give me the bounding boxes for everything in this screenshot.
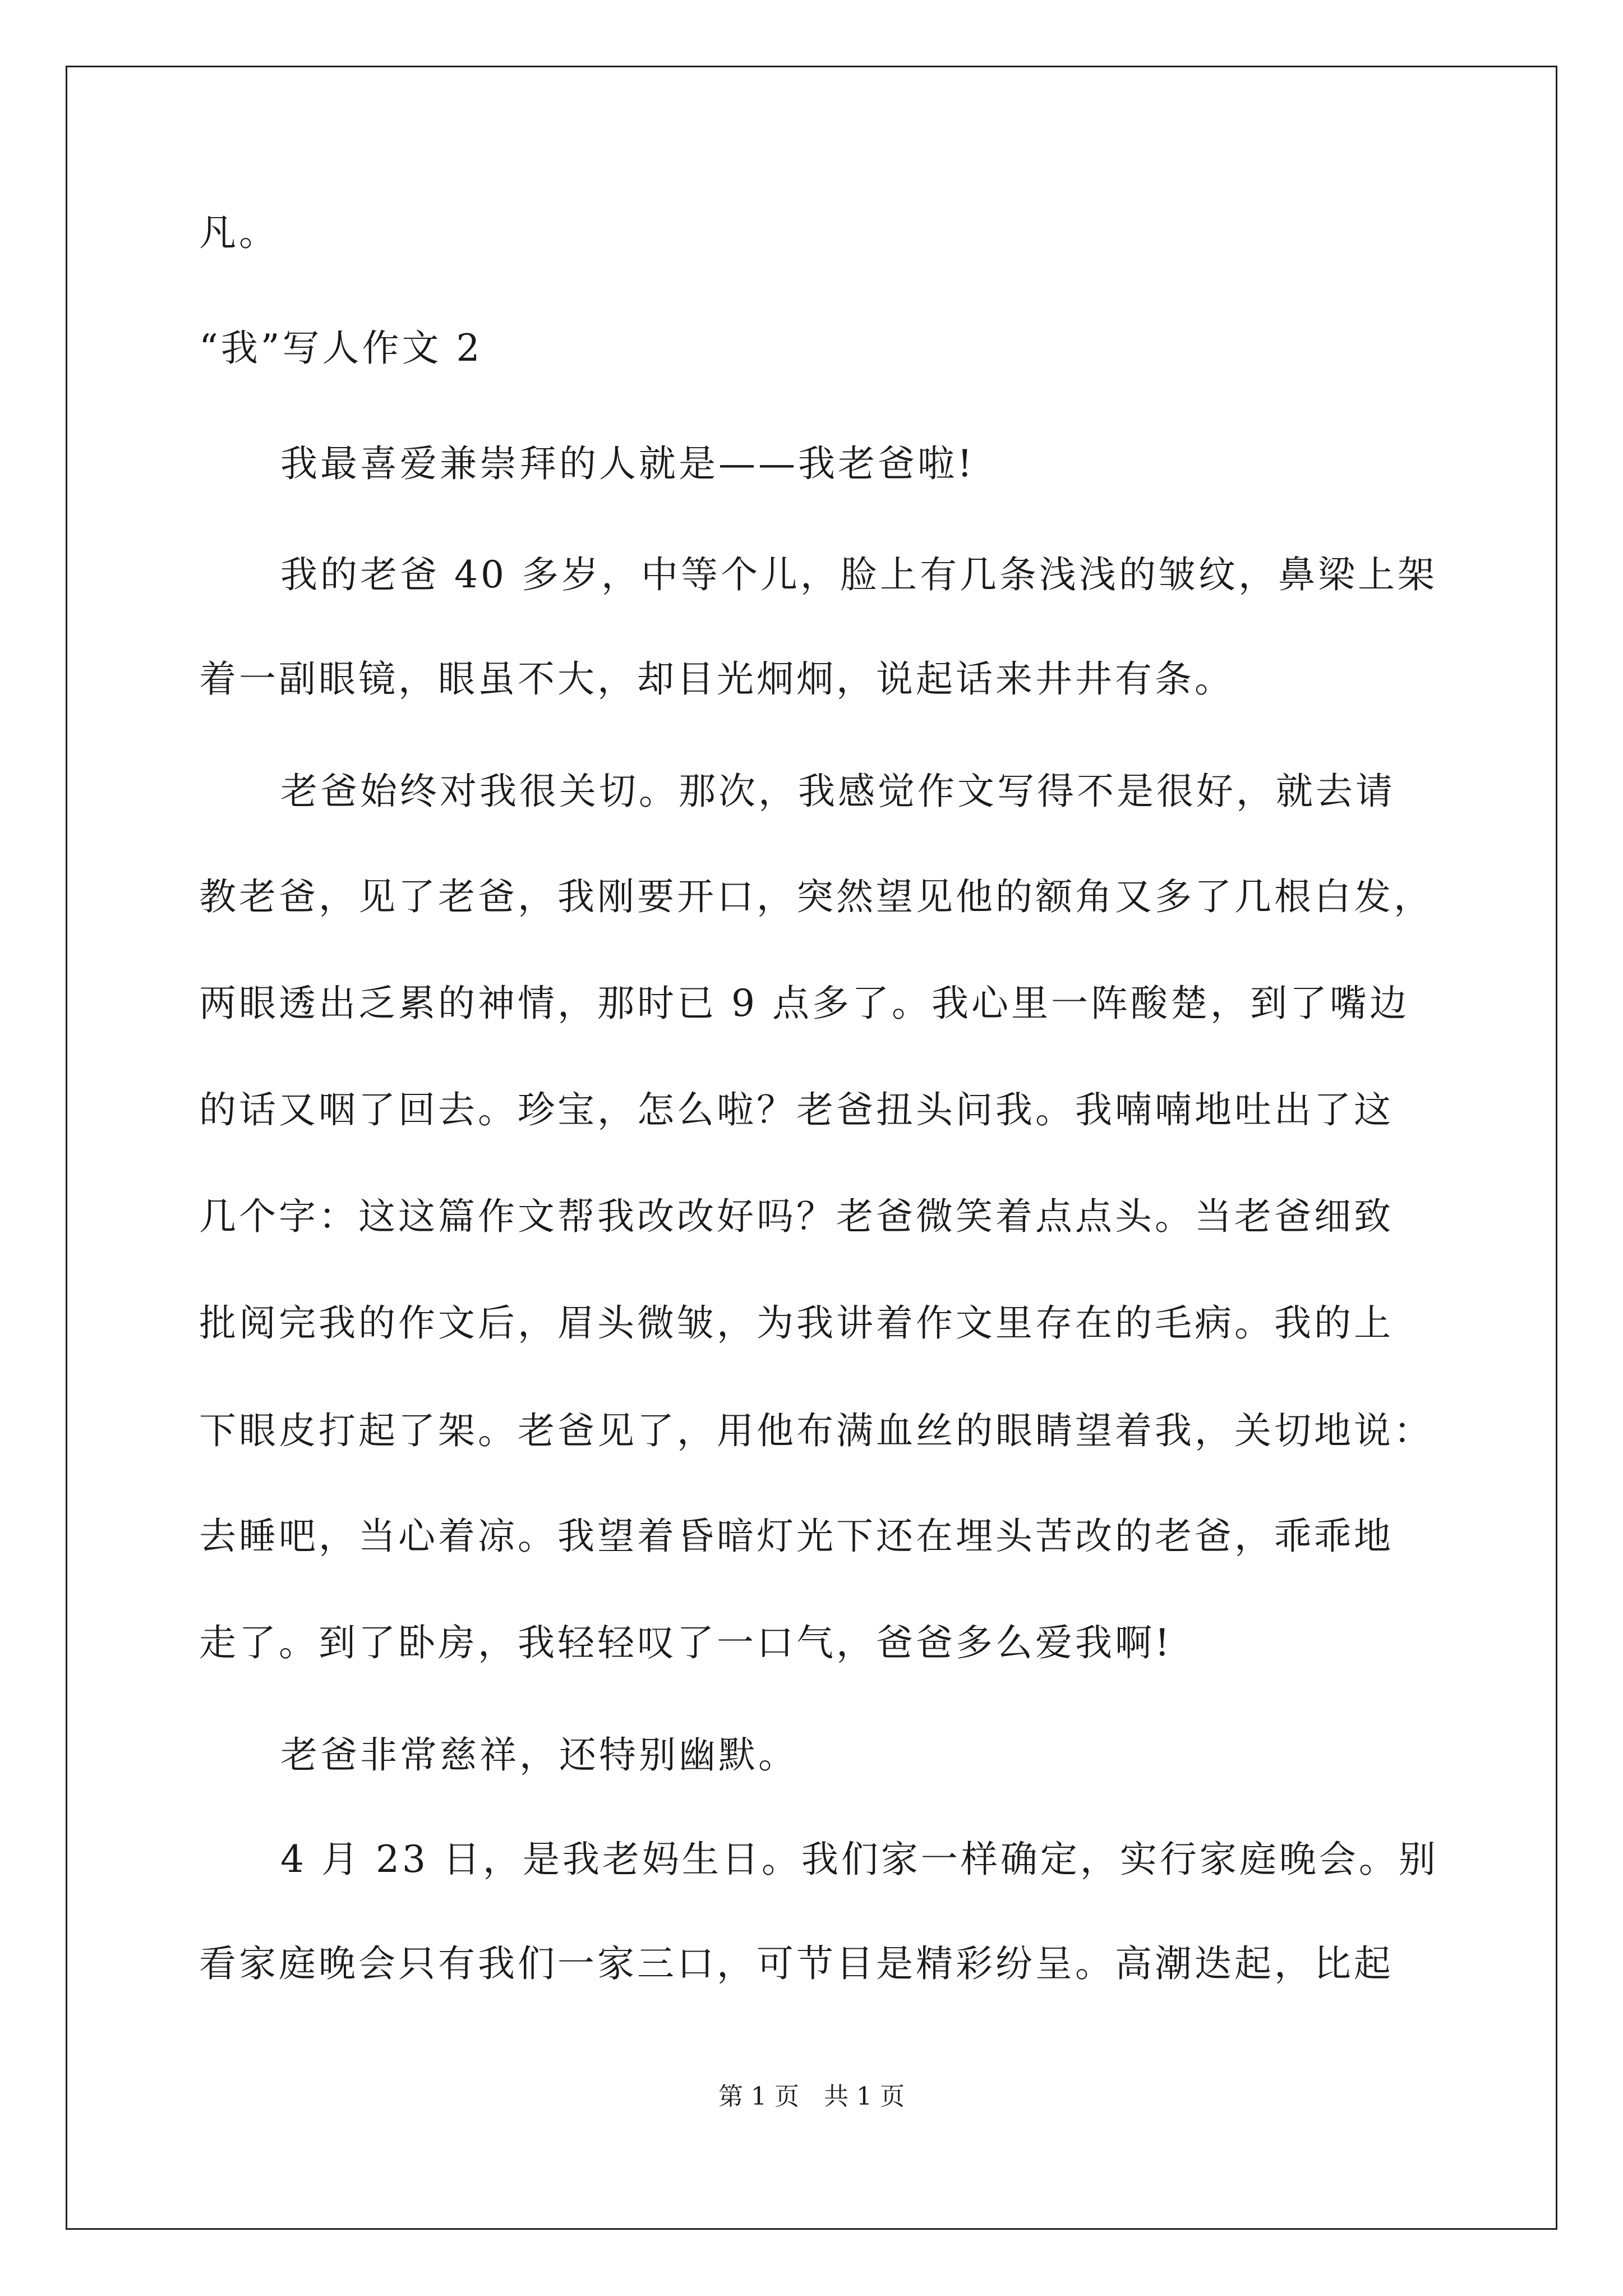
page-footer: 第 1 页 共 1 页 bbox=[718, 2082, 905, 2111]
paragraph-line: 教老爸，见了老爸，我刚要开口，突然望见他的额角又多了几根白发， bbox=[199, 875, 1433, 918]
paragraph-line: 老爸非常慈祥，还特别幽默。 bbox=[280, 1733, 798, 1777]
paragraph-line: 我的老爸 40 多岁，中等个儿，脸上有几条浅浅的皱纹，鼻梁上架 bbox=[280, 553, 1437, 596]
paragraph-line: 下眼皮打起了架。老爸见了，用他布满血丝的眼睛望着我，关切地说： bbox=[199, 1409, 1433, 1452]
paragraph-line: 老爸始终对我很关切。那次，我感觉作文写得不是很好，就去请 bbox=[280, 770, 1395, 813]
paragraph-line: 看家庭晚会只有我们一家三口，可节目是精彩纷呈。高潮迭起，比起 bbox=[199, 1942, 1394, 1985]
paragraph-line: 几个字：这这篇作文帮我改改好吗？老爸微笑着点点头。当老爸细致 bbox=[199, 1195, 1394, 1238]
paragraph-line: 4 月 23 日，是我老妈生日。我们家一样确定，实行家庭晚会。别 bbox=[280, 1838, 1438, 1881]
paragraph-line: 去睡吧，当心着凉。我望着昏暗灯光下还在埋头苦改的老爸，乖乖地 bbox=[199, 1515, 1394, 1558]
paragraph-line: 走了。到了卧房，我轻轻叹了一口气，爸爸多么爱我啊! bbox=[199, 1621, 1173, 1664]
essay-title: “我”写人作文 2 bbox=[199, 326, 483, 370]
text-line: 凡。 bbox=[199, 211, 279, 254]
paragraph-line: 着一副眼镜，眼虽不大，却目光炯炯，说起话来井井有条。 bbox=[199, 657, 1234, 701]
paragraph-line: 的话又咽了回去。珍宝，怎么啦？老爸扭头问我。我喃喃地吐出了这 bbox=[199, 1088, 1394, 1131]
paragraph-line: 两眼透出乏累的神情，那时已 9 点多了。我心里一阵酸楚，到了嘴边 bbox=[199, 982, 1409, 1025]
page-border bbox=[66, 66, 1557, 2230]
paragraph-line: 批阅完我的作文后，眉头微皱，为我讲着作文里存在的毛病。我的上 bbox=[199, 1301, 1394, 1345]
paragraph-line: 我最喜爱兼崇拜的人就是——我老爸啦! bbox=[280, 442, 975, 485]
